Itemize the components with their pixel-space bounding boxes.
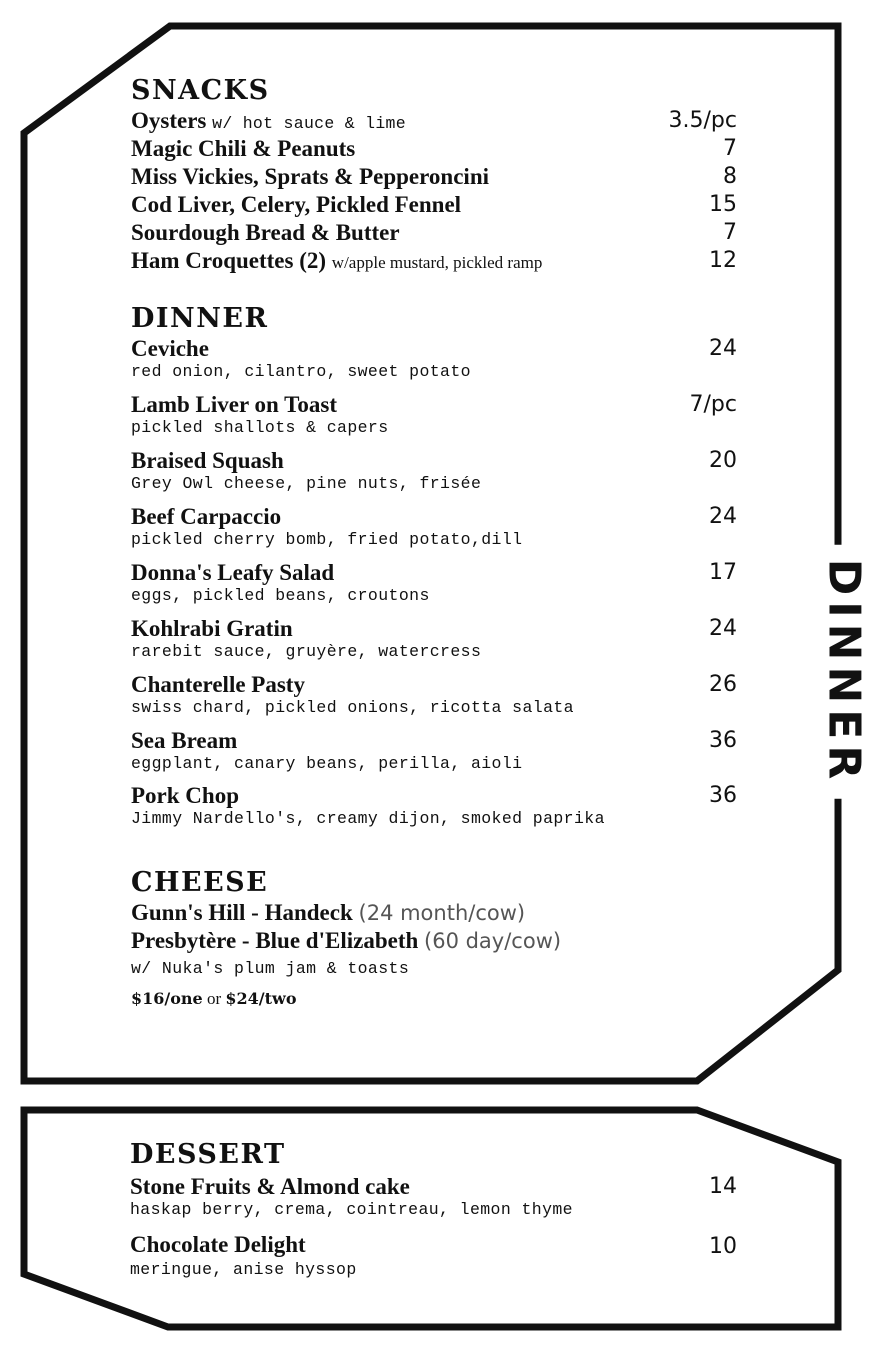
menu-item-lamb-liver: Lamb Liver on Toast [131,392,337,417]
menu-item-kohlrabi-gratin: Kohlrabi Gratin [131,616,293,641]
item-price: 24 [709,616,737,641]
menu-item-beef-carpaccio: Beef Carpaccio [131,504,282,529]
menu-item-leafy-salad: Donna's Leafy Salad [131,560,335,585]
menu-item-oysters [131,108,406,137]
item-description: Jimmy Nardello's, creamy dijon, smoked paprika [131,809,605,828]
item-price: 36 [709,728,737,753]
cheese-item-gunns-hill [131,900,525,926]
item-description: eggs, pickled beans, croutons [131,586,430,605]
item-description: pickled shallots & capers [131,418,389,437]
cheese-price-line [131,989,296,1009]
menu-item-ham-croquettes [131,248,542,276]
item-name: Gunn's Hill - Handeck [131,900,353,925]
item-description: meringue, anise hyssop [130,1260,357,1279]
cheese-item-presbytere [131,928,561,954]
item-note: w/ hot sauce & lime [212,114,406,133]
dessert-item-stone-fruits: Stone Fruits & Almond cake [130,1174,410,1199]
price-or: or [206,989,222,1008]
item-description: Grey Owl cheese, pine nuts, frisée [131,474,482,493]
item-price: 8 [723,164,737,189]
menu-item-cod-liver: Cod Liver, Celery, Pickled Fennel [131,192,462,217]
menu-item-chanterelle-pasty: Chanterelle Pasty [131,672,305,697]
item-description: haskap berry, crema, cointreau, lemon thyme [130,1200,573,1219]
item-price: 26 [709,672,737,697]
item-price: 14 [709,1174,737,1199]
item-price: 17 [709,560,737,585]
item-name: Oysters [131,108,207,133]
item-detail: (60 day/cow) [424,929,562,953]
item-price: 15 [709,192,737,217]
item-description: red onion, cilantro, sweet potato [131,362,471,381]
item-note: w/apple mustard, pickled ramp [331,253,543,272]
item-price: 24 [709,336,737,361]
snacks-heading: SNACKS [131,75,270,106]
dessert-item-chocolate-delight: Chocolate Delight [130,1232,306,1257]
item-price: 36 [709,783,737,808]
dinner-heading: DINNER [131,303,269,334]
item-price: 7 [723,220,737,245]
menu-item-sourdough: Sourdough Bread & Butter [131,220,400,245]
item-name: Ham Croquettes (2) [131,248,327,273]
menu-item-miss-vickies: Miss Vickies, Sprats & Pepperoncini [131,164,490,189]
item-price: 12 [709,248,737,273]
item-description: rarebit sauce, gruyère, watercress [131,642,482,661]
menu-item-pork-chop: Pork Chop [131,783,239,808]
item-price: 7 [723,136,737,161]
item-price: 24 [709,504,737,529]
menu-item-ceviche: Ceviche [131,336,209,361]
menu-item-braised-squash: Braised Squash [131,448,284,473]
item-description: pickled cherry bomb, fried potato,dill [131,530,523,549]
dessert-heading: DESSERT [130,1139,286,1170]
cheese-heading: CHEESE [131,867,269,898]
price-two: $24/two [225,989,297,1008]
item-description: swiss chard, pickled onions, ricotta salata [131,698,574,717]
price-one: $16/one [131,989,203,1008]
menu-item-sea-bream: Sea Bream [131,728,238,753]
item-price: 7/pc [689,392,737,417]
item-description: eggplant, canary beans, perilla, aioli [131,754,523,773]
item-name: Presbytère - Blue d'Elizabeth [131,928,419,953]
item-price: 10 [709,1234,737,1259]
menu-item-chili-peanuts: Magic Chili & Peanuts [131,136,356,161]
side-dinner-label: DINNER [819,545,870,799]
item-price: 3.5/pc [668,108,737,133]
item-price: 20 [709,448,737,473]
item-detail: (24 month/cow) [358,901,526,925]
cheese-accompaniment: w/ Nuka's plum jam & toasts [131,959,410,978]
